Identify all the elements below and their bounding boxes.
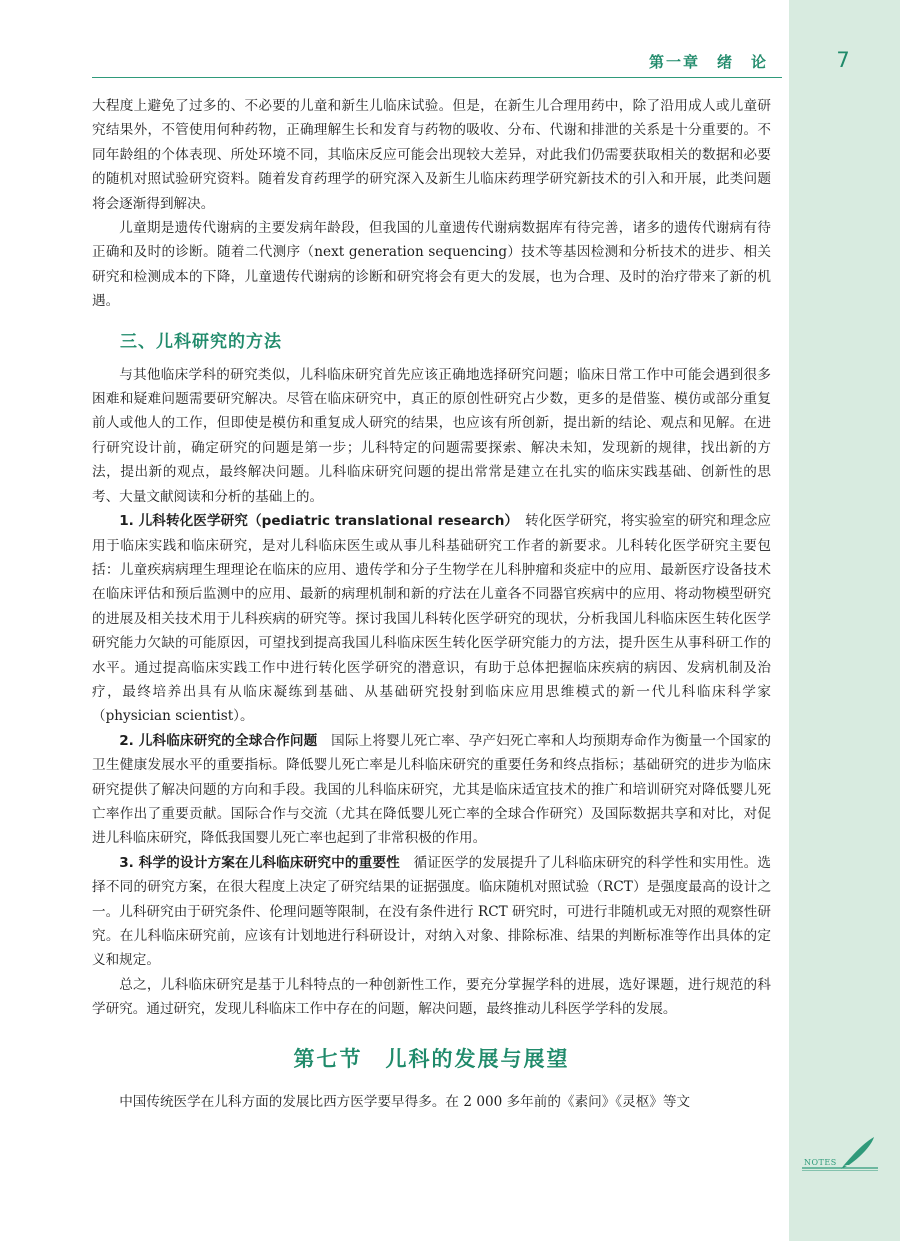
page-sidebar: [789, 0, 900, 1241]
chapter-title: 第一章 绪 论: [648, 53, 768, 71]
numbered-paragraph: [92, 729, 771, 851]
notes-label: NOTES: [804, 1158, 837, 1167]
numbered-paragraph: [92, 509, 771, 729]
item-text: 转化医学研究，将实验室的研究和理念应用于临床实践和临床研究，是对儿科临床医生或从事儿科基础研究工作者的新要求。儿科转化医学研究主要包括：儿童疾病病理生理理论在临床的应用、遗传学和分子生物学在儿科肿瘤和炎症中的应用、最新医疗设备技术在临床评估和预后监测中的应用、最新的病理机制和新的疗法在儿童各不同器官疾病中的应用、将动物模型研究的进展及相关技术用于儿科疾病的研究等。探讨我国儿科转化医学研究的现状，分析我国儿科临床医生转化医学研究能力欠缺的可能原因，可望找到提高我国儿科临床医生转化医学研究能力的方法，提升医生从事科研工作的水平。通过提高临床实践工作中进行转化医学研究的潜意识，有助于总体把握临床疾病的病因、发病机制及治疗，最终培养出具有从临床凝练到基础、从基础研究投射到临床应用思维模式的新一代儿科临床科学家（physician scientist）。: [92, 513, 771, 725]
paragraph: 中国传统医学在儿科方面的发展比西方医学要早得多。在 2 000 多年前的《素问》《灵枢》等文: [119, 1093, 691, 1110]
numbered-paragraph: [92, 851, 771, 973]
notes-badge: [800, 1134, 880, 1172]
item-text: 循证医学的发展提升了儿科临床研究的科学性和实用性。选择不同的研究方案，在很大程度上决定了研究结果的证据强度。临床随机对照试验（RCT）是强度最高的设计之一。儿科研究由于研究条件、伦理问题等限制，在没有条件进行 RCT 研究时，可进行非随机或无对照的观察性研究。在儿科临床研究前，应该有计划地进行科研设计，对纳入对象、排除标准、结果的判断标准等作出具体的定义和规定。: [92, 854, 772, 969]
paragraph: 儿童期是遗传代谢病的主要发病年龄段，但我国的儿童遗传代谢病数据库有待完善，诸多的遗传代谢病有待正确和及时的诊断。随着二代测序（next generation sequencing）技术等基因检测和分析技术的进步、相关研究和检测成本的下降，儿童遗传代谢病的诊断和研究将会有更大的发展，也为合理、及时的治疗带来了新的机遇。: [92, 220, 771, 310]
section-heading: 三、儿科研究的方法: [120, 331, 282, 352]
paragraph: 大程度上避免了过多的、不必要的儿童和新生儿临床试验。但是，在新生儿合理用药中，除了沿用成人或儿童研究结果外，不管使用何种药物，正确理解生长和发育与药物的吸收、分布、代谢和排泄的关系是十分重要的。不同年龄组的个体表现、所处环境不同，其临床反应可能会出现较大差异，对此我们仍需要获取相关的数据和必要的随机对照试验研究资料。随着发育药理学的研究深入及新生儿临床药理学研究新技术的引入和开展，此类问题将会逐渐得到解决。: [92, 98, 771, 212]
page-body: [92, 94, 771, 1114]
item-lead: 2. 儿科临床研究的全球合作问题: [119, 732, 318, 749]
pen-icon: [800, 1134, 880, 1172]
page-number: 7: [836, 48, 850, 72]
item-lead: 1. 儿科转化医学研究（pediatric translational research）: [119, 513, 512, 530]
running-header: [92, 47, 782, 78]
item-lead: 3. 科学的设计方案在儿科临床研究中的重要性: [119, 854, 400, 871]
paragraph: 与其他临床学科的研究类似，儿科临床研究首先应该正确地选择研究问题；临床日常工作中可能会遇到很多困难和疑难问题需要研究解决。尽管在临床研究中，真正的原创性研究占少数，更多的是借鉴、模仿或部分重复前人或他人的工作，但即使是模仿和重复成人研究的结果，也应该有所创新，提出新的结论、观点和见解。在进行研究设计前，确定研究的问题是第一步；儿科特定的问题需要探索、解决未知，发现新的规律，找出新的方法，提出新的观点，最终解决问题。儿科临床研究问题的提出常常是建立在扎实的临床实践基础、创新性的思考、大量文献阅读和分析的基础上的。: [92, 366, 771, 505]
item-text: 国际上将婴儿死亡率、孕产妇死亡率和人均预期寿命作为衡量一个国家的卫生健康发展水平的重要指标。降低婴儿死亡率是儿科临床研究的重要任务和终点指标；基础研究的进步为临床研究提供了解决问题的方向和手段。我国的儿科临床研究，尤其是临床适宜技术的推广和培训研究对降低婴儿死亡率作出了重要贡献。国际合作与交流（尤其在降低婴儿死亡率的全球合作研究）及国际数据共享和对比，对促进儿科临床研究，降低我国婴儿死亡率也起到了非常积极的作用。: [92, 732, 771, 847]
chapter-section-title: 第七节 儿科的发展与展望: [293, 1046, 570, 1071]
paragraph: 总之，儿科临床研究是基于儿科特点的一种创新性工作，要充分掌握学科的进展，选好课题，进行规范的科学研究。通过研究，发现儿科临床工作中存在的问题，解决问题，最终推动儿科医学学科的发展。: [92, 976, 771, 1018]
